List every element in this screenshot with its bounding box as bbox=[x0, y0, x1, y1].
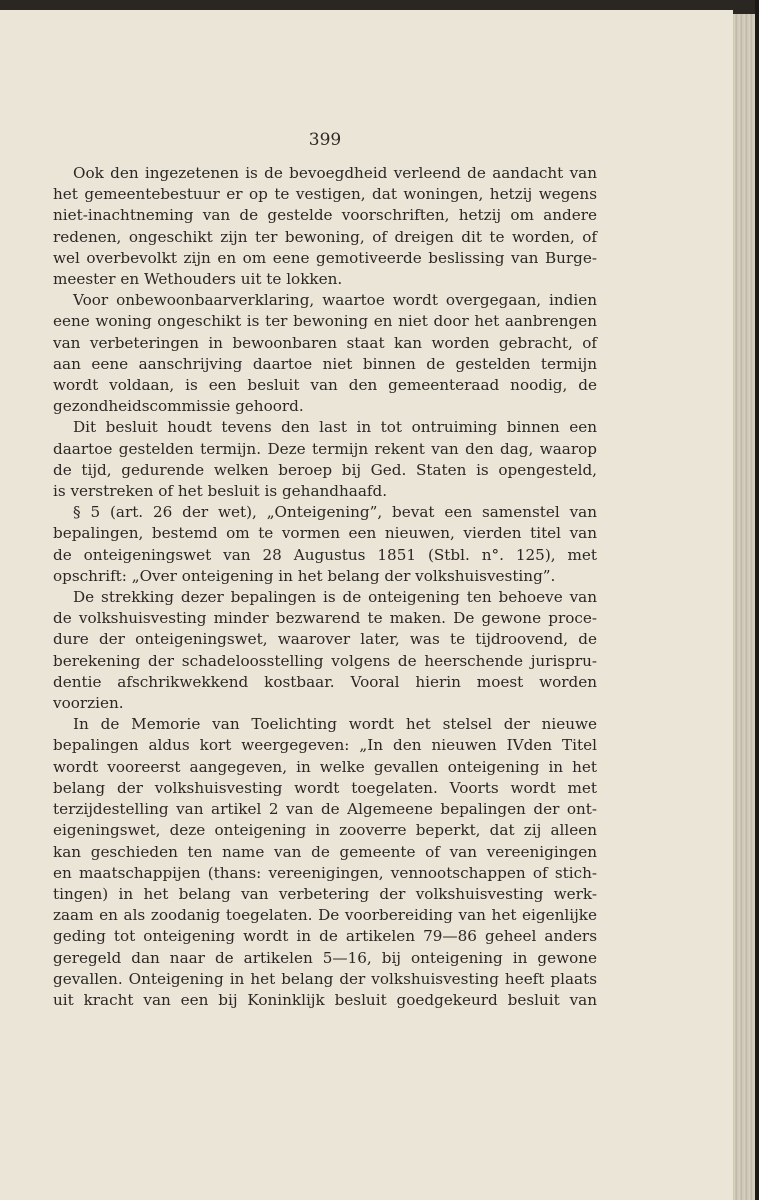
text-line: bepalingen, bestemd om te vormen een nieuwen, vierden titel van bbox=[53, 524, 597, 543]
text-line: wordt vooreerst aangegeven, in welke gevallen onteigening in het bbox=[53, 757, 597, 776]
book-edge bbox=[755, 0, 759, 1200]
text-line: terzijdestelling van artikel 2 van de Algemeene bepalingen der ont- bbox=[53, 800, 597, 819]
text-line: tingen) in het belang van verbetering der volkshuisvesting werk- bbox=[53, 884, 597, 903]
text-line: § 5 (art. 26 der wet), „Onteigening”, bevat een samenstel van bbox=[73, 503, 597, 522]
text-line: daartoe gestelden termijn. Deze termijn rekent van den dag, waarop bbox=[53, 439, 597, 458]
text-line: geregeld dan naar de artikelen 5—16, bij onteigening in gewone bbox=[53, 948, 597, 967]
text-line: Ook den ingezetenen is de bevoegdheid verleend de aandacht van bbox=[73, 164, 597, 182]
text-line: kan geschieden ten name van de gemeente of van vereenigingen bbox=[53, 842, 597, 861]
text-line: gevallen. Onteigening in het belang der volkshuisvesting heeft plaats bbox=[53, 969, 597, 988]
text-line: en maatschappijen (thans: vereenigingen, vennootschappen of stich- bbox=[53, 863, 597, 882]
text-line: Dit besluit houdt tevens den last in tot ontruiming binnen een bbox=[73, 418, 597, 437]
text-line: uit kracht van een bij Koninklijk besluit goedgekeurd besluit van bbox=[53, 990, 597, 1009]
text-line: eene woning ongeschikt is ter bewoning en niet door het aanbrengen bbox=[53, 312, 597, 331]
text-line: de volkshuisvesting minder bezwarend te maken. De gewone proce- bbox=[53, 609, 597, 628]
text-line: het gemeentebestuur er op te vestigen, dat woningen, hetzij wegens bbox=[53, 185, 597, 204]
text-line: zaam en als zoodanig toegelaten. De voorbereiding van het eigenlijke bbox=[53, 906, 597, 925]
text-line: voorzien. bbox=[53, 694, 124, 713]
text-line: geding tot onteigening wordt in de artikelen 79—86 geheel anders bbox=[53, 927, 597, 946]
body-text bbox=[53, 163, 597, 1011]
text-line: niet-inachtneming van de gestelde voorschriften, hetzij om andere bbox=[53, 206, 597, 225]
page-edges bbox=[733, 14, 755, 1200]
text-line: wordt voldaan, is een besluit van den gemeenteraad noodig, de bbox=[53, 376, 597, 395]
text-line: In de Memorie van Toelichting wordt het stelsel der nieuwe bbox=[73, 715, 597, 734]
text-line: bepalingen aldus kort weergegeven: „In den nieuwen IVden Titel bbox=[53, 736, 597, 755]
text-line: dentie afschrikwekkend kostbaar. Vooral hierin moest worden bbox=[53, 672, 597, 691]
text-line: van verbeteringen in bewoonbaren staat kan worden gebracht, of bbox=[53, 333, 597, 352]
text-line: meester en Wethouders uit te lokken. bbox=[53, 270, 343, 289]
text-line: opschrift: „Over onteigening in het belang der volkshuisvesting”. bbox=[53, 566, 556, 585]
text-line: berekening der schadeloosstelling volgens de heerschende jurispru- bbox=[53, 651, 597, 670]
text-line: dure der onteigeningswet, waarover later, was te tijdroovend, de bbox=[53, 630, 597, 649]
book-page bbox=[0, 10, 733, 1200]
text-line: de onteigeningswet van 28 Augustus 1851 (Stbl. n°. 125), met bbox=[53, 545, 597, 564]
text-line: is verstreken of het besluit is gehandhaafd. bbox=[53, 482, 388, 501]
text-line: wel overbevolkt zijn en om eene gemotiveerde beslissing van Burge- bbox=[53, 248, 597, 267]
text-line: gezondheidscommissie gehoord. bbox=[53, 397, 304, 416]
text-line: de tijd, gedurende welken beroep bij Ged. Staten is opengesteld, bbox=[53, 460, 597, 479]
text-line: redenen, ongeschikt zijn ter bewoning, of dreigen dit te worden, of bbox=[53, 227, 597, 246]
page-number: 399 bbox=[308, 130, 342, 150]
text-line: Voor onbewoonbaarverklaring, waartoe wordt overgegaan, indien bbox=[73, 291, 597, 310]
text-line: belang der volkshuisvesting wordt toegelaten. Voorts wordt met bbox=[53, 778, 597, 797]
text-line: aan eene aanschrijving daartoe niet binnen de gestelden termijn bbox=[53, 354, 597, 373]
text-line: eigeningswet, deze onteigening in zooverre beperkt, dat zij alleen bbox=[53, 821, 597, 840]
text-line: De strekking dezer bepalingen is de onteigening ten behoeve van bbox=[73, 588, 597, 607]
